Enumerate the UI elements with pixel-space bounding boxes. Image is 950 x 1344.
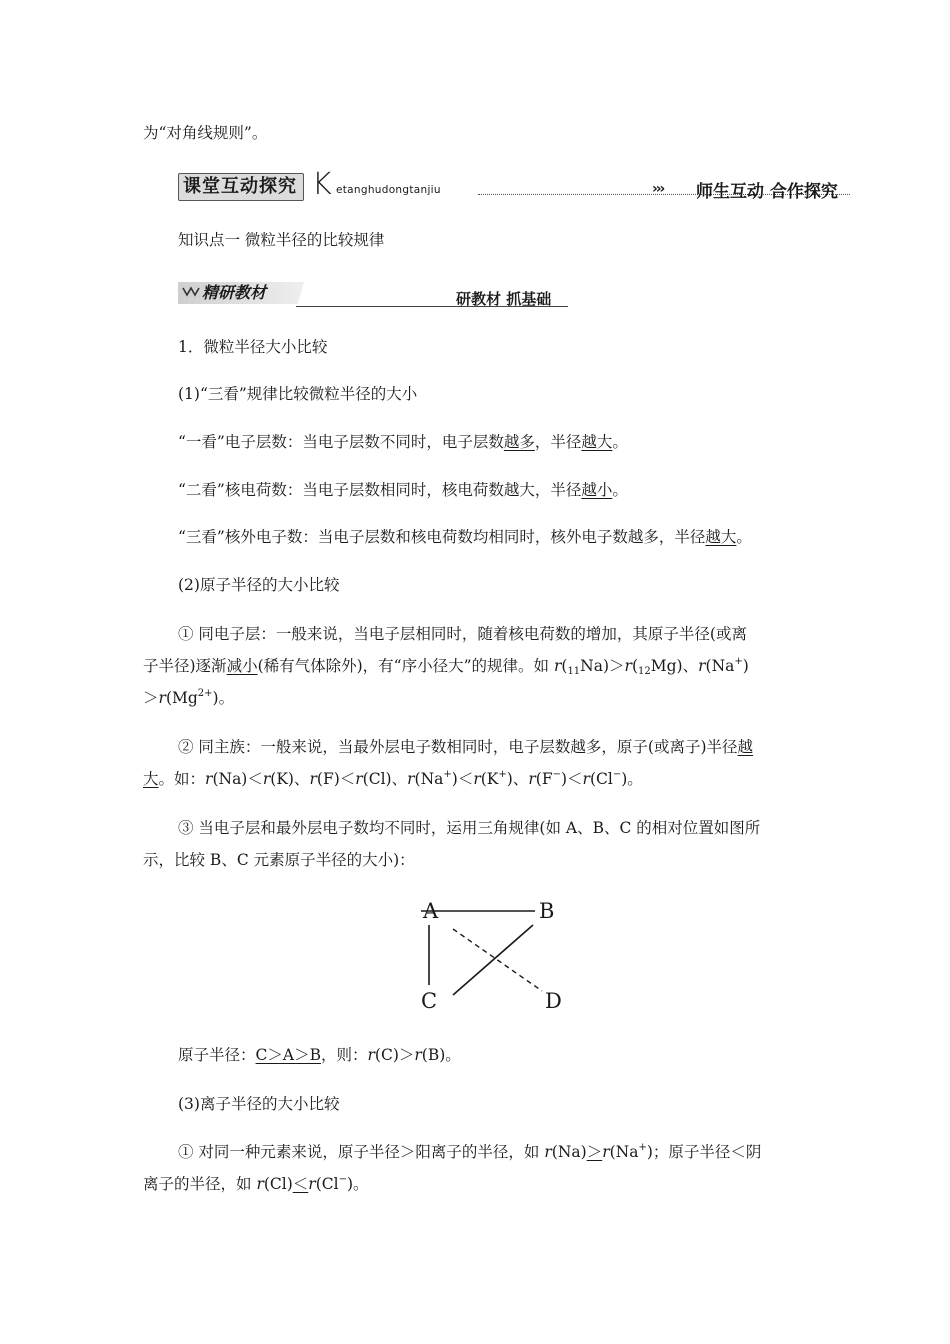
label-d: D — [545, 989, 562, 1013]
section-banner — [178, 167, 848, 206]
heading-1: 1．微粒半径大小比较 — [178, 338, 328, 356]
section-letter: K — [312, 167, 332, 202]
section-pinyin: etanghudongtanjiu — [336, 184, 441, 196]
sub-banner — [178, 280, 568, 308]
rule-three: “三看”核外电子数：当电子层数和核电荷数均相同时，核外电子数越多，半径越大。 — [178, 528, 752, 546]
heading-1-3: (3)离子半径的大小比较 — [178, 1095, 340, 1113]
section-subtitle: 师生互动 合作探究 — [696, 182, 838, 202]
sub-banner-subtitle: 研教材 抓基础 — [456, 290, 552, 308]
sub-banner-title: 精研教材 — [202, 283, 267, 302]
rule-two: “二看”核电荷数：当电子层数相同时，核电荷数越大，半径越小。 — [178, 481, 628, 499]
arrows-icon: ››› — [652, 181, 664, 197]
rule-one: “一看”电子层数：当电子层数不同时，电子层数越多，半径越大。 — [178, 433, 628, 451]
line-a-d — [453, 929, 542, 991]
heading-1-1: (1)“三看”规律比较微粒半径的大小 — [178, 385, 418, 403]
line-b-c — [453, 925, 533, 995]
heading-1-2: (2)原子半径的大小比较 — [178, 576, 340, 594]
triangle-rule-diagram — [405, 895, 585, 1020]
label-b: B — [539, 899, 555, 923]
knowledge-point-heading: 知识点一 微粒半径的比较规律 — [178, 231, 385, 249]
section-title: 课堂互动探究 — [178, 173, 304, 201]
label-c: C — [421, 989, 438, 1013]
label-a: A — [423, 899, 439, 923]
atomic-radius-result: 原子半径：C＞A＞B，则：r(C)＞r(B)。 — [178, 1046, 461, 1064]
double-chevron-icon — [182, 286, 200, 301]
intro-line: 为“对角线规则”。 — [143, 124, 268, 142]
